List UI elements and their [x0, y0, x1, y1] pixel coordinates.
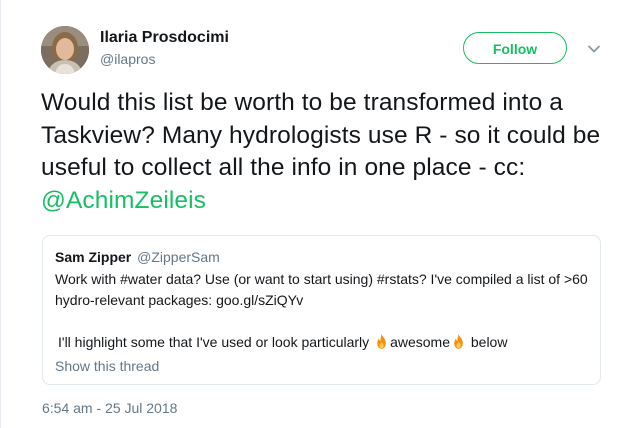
quoted-tweet[interactable]	[42, 235, 601, 385]
author-display-name[interactable]: Ilaria Prosdocimi	[100, 29, 229, 46]
author-names[interactable]	[100, 28, 229, 69]
show-thread-link[interactable]: Show this thread	[55, 358, 160, 374]
fire-icon	[450, 333, 467, 350]
quoted-author-name: Sam Zipper	[55, 249, 132, 265]
avatar-image	[41, 26, 89, 74]
tweet-header	[41, 26, 601, 76]
mention-link[interactable]: @AchimZeileis	[41, 186, 207, 214]
quoted-text-line-2	[55, 332, 588, 353]
tweet-text-body: Would this list be worth to be transformed into a Taskview? Many hydrologists use R - so it could be useful to collect all the info in one place - cc:	[41, 89, 601, 181]
avatar[interactable]	[41, 26, 89, 74]
tweet-timestamp[interactable]: 6:54 am - 25 Jul 2018	[42, 400, 178, 416]
quoted-text-segment-end: below	[466, 334, 508, 350]
quoted-tweet-text	[55, 269, 588, 353]
follow-button[interactable]: Follow	[463, 32, 567, 64]
author-screen-name[interactable]: @ilapros	[100, 51, 156, 67]
quoted-text-line-1: Work with #water data? Use (or want to start using) #rstats? I've compiled a list of >60 hydro-relevant packages: goo.gl/sZiQYv	[55, 271, 588, 308]
quoted-text-segment: I'll highlight some that I've used or look particularly	[58, 334, 374, 350]
chevron-down-icon[interactable]	[587, 42, 601, 56]
tweet-text	[41, 87, 616, 217]
quoted-text-segment-emphasis: awesome	[390, 334, 450, 350]
quoted-tweet-author	[55, 248, 588, 266]
quoted-author-handle: @ZipperSam	[137, 249, 220, 265]
fire-icon	[373, 333, 390, 350]
